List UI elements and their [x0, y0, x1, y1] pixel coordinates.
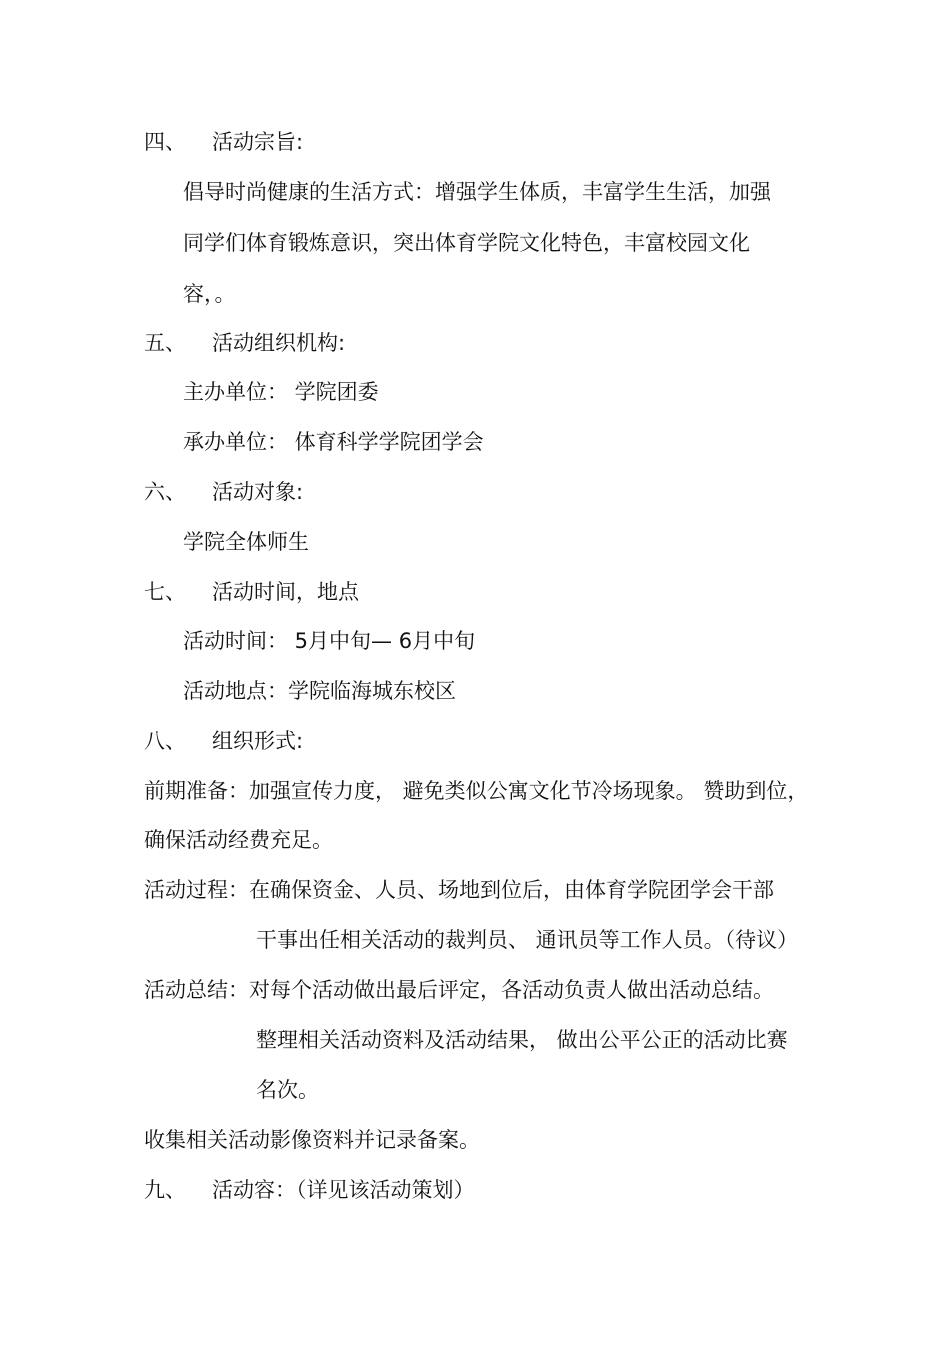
section-8-title: 组织形式: [212, 729, 304, 753]
section-9-title: 活动容：（详见该活动策划） [212, 1178, 475, 1202]
section-4-number: 四、 [144, 130, 186, 154]
section-8-prep-line-1: 前期准备：加强宣传力度， 避免类似公寓文化节冷场现象。 赞助到位， [144, 779, 809, 803]
section-4-body-line-2: 同学们体育锻炼意识，突出体育学院文化特色，丰富校园文化 [183, 231, 750, 255]
section-5-number: 五、 [144, 331, 186, 355]
section-4-body-line-1: 倡导时尚健康的生活方式：增强学生体质，丰富学生生活，加强 [183, 180, 771, 204]
section-8-process-line-1: 活动过程：在确保资金、人员、场地到位后，由体育学院团学会干部 [144, 878, 774, 902]
section-8-collect: 收集相关活动影像资料并记录备案。 [144, 1128, 480, 1152]
section-7-place: 活动地点：学院临海城东校区 [183, 679, 456, 703]
section-8-number: 八、 [144, 729, 186, 753]
section-7-title: 活动时间，地点 [212, 580, 359, 604]
section-7-time: 活动时间： 5月中旬— 6月中旬 [183, 629, 476, 653]
section-5-title: 活动组织机构: [212, 331, 346, 355]
section-8-summary-line-1: 活动总结：对每个活动做出最后评定，各活动负责人做出活动总结。 [144, 978, 774, 1002]
section-8-summary-line-3: 名次。 [256, 1078, 319, 1102]
section-9-number: 九、 [144, 1178, 186, 1202]
section-6-body: 学院全体师生 [183, 530, 309, 554]
section-8-summary-line-2: 整理相关活动资料及活动结果， 做出公平公正的活动比赛 [256, 1028, 788, 1052]
section-5-organizer: 承办单位： 体育科学学院团学会 [183, 430, 484, 454]
section-6-number: 六、 [144, 480, 186, 504]
section-5-host: 主办单位： 学院团委 [183, 380, 379, 404]
section-7-number: 七、 [144, 580, 186, 604]
section-6-title: 活动对象: [212, 480, 304, 504]
section-4-body-line-3: 容，。 [183, 282, 236, 306]
section-4-title: 活动宗旨: [212, 130, 304, 154]
section-8-process-line-2: 干事出任相关活动的裁判员、 通讯员等工作人员。（待议） [256, 928, 799, 952]
section-8-prep-line-2: 确保活动经费充足。 [144, 828, 333, 852]
